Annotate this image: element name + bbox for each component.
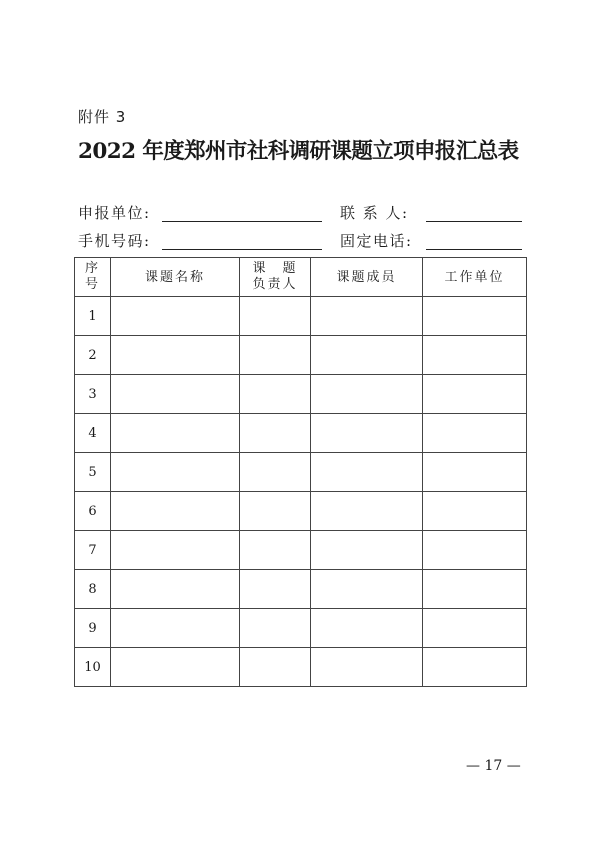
row-seq-cell: 10 <box>75 648 111 687</box>
row-members-cell[interactable] <box>311 336 423 375</box>
table-row <box>75 609 527 648</box>
row-seq-cell: 6 <box>75 492 111 531</box>
table-row <box>75 414 527 453</box>
mobile-label: 手机号码: <box>78 232 151 250</box>
phone-label: 固定电话: <box>340 232 413 250</box>
row-topic-name-cell[interactable] <box>111 648 240 687</box>
row-members-cell[interactable] <box>311 609 423 648</box>
table-row <box>75 336 527 375</box>
row-leader-cell[interactable] <box>240 648 311 687</box>
row-members-cell[interactable] <box>311 453 423 492</box>
row-work-unit-cell[interactable] <box>423 648 527 687</box>
row-topic-name-cell[interactable] <box>111 570 240 609</box>
table-row <box>75 492 527 531</box>
row-work-unit-cell[interactable] <box>423 570 527 609</box>
row-topic-name-cell[interactable] <box>111 531 240 570</box>
form-row-mobile-phone <box>78 230 524 252</box>
row-seq-cell: 4 <box>75 414 111 453</box>
row-topic-name-cell[interactable] <box>111 336 240 375</box>
row-members-cell[interactable] <box>311 414 423 453</box>
row-leader-cell[interactable] <box>240 414 311 453</box>
row-topic-name-cell[interactable] <box>111 375 240 414</box>
row-work-unit-cell[interactable] <box>423 297 527 336</box>
row-work-unit-cell[interactable] <box>423 609 527 648</box>
row-leader-cell[interactable] <box>240 570 311 609</box>
row-seq-cell: 1 <box>75 297 111 336</box>
row-work-unit-cell[interactable] <box>423 492 527 531</box>
table-row <box>75 297 527 336</box>
table-row <box>75 570 527 609</box>
row-seq-cell: 9 <box>75 609 111 648</box>
row-work-unit-cell[interactable] <box>423 453 527 492</box>
row-members-cell[interactable] <box>311 648 423 687</box>
table-row <box>75 531 527 570</box>
row-leader-cell[interactable] <box>240 375 311 414</box>
row-topic-name-cell[interactable] <box>111 414 240 453</box>
row-topic-name-cell[interactable] <box>111 297 240 336</box>
row-seq-cell: 5 <box>75 453 111 492</box>
row-work-unit-cell[interactable] <box>423 531 527 570</box>
row-topic-name-cell[interactable] <box>111 492 240 531</box>
phone-field-line[interactable] <box>426 249 522 250</box>
attachment-label: 附件 3 <box>78 108 127 126</box>
row-members-cell[interactable] <box>311 570 423 609</box>
unit-label: 申报单位: <box>78 204 151 222</box>
row-seq-cell: 2 <box>75 336 111 375</box>
row-seq-cell: 7 <box>75 531 111 570</box>
table-row <box>75 375 527 414</box>
row-topic-name-cell[interactable] <box>111 609 240 648</box>
header-members: 课题成员 <box>311 258 423 297</box>
row-work-unit-cell[interactable] <box>423 375 527 414</box>
row-members-cell[interactable] <box>311 492 423 531</box>
row-members-cell[interactable] <box>311 375 423 414</box>
row-leader-cell[interactable] <box>240 609 311 648</box>
header-leader: 课 题 负责人 <box>240 258 311 297</box>
row-leader-cell[interactable] <box>240 492 311 531</box>
header-work-unit: 工作单位 <box>423 258 527 297</box>
row-leader-cell[interactable] <box>240 297 311 336</box>
row-seq-cell: 3 <box>75 375 111 414</box>
summary-table <box>74 257 527 687</box>
mobile-field-line[interactable] <box>162 249 322 250</box>
unit-field-line[interactable] <box>162 221 322 222</box>
table-row <box>75 648 527 687</box>
contact-label: 联 系 人: <box>340 204 409 222</box>
row-leader-cell[interactable] <box>240 453 311 492</box>
row-members-cell[interactable] <box>311 297 423 336</box>
header-seq: 序 号 <box>75 258 111 297</box>
table-header-row <box>75 258 527 297</box>
contact-field-line[interactable] <box>426 221 522 222</box>
row-leader-cell[interactable] <box>240 336 311 375</box>
row-seq-cell: 8 <box>75 570 111 609</box>
row-topic-name-cell[interactable] <box>111 453 240 492</box>
document-title: 2022 年度郑州市社科调研课题立项申报汇总表 <box>78 139 519 164</box>
form-row-unit-contact <box>78 202 524 224</box>
row-leader-cell[interactable] <box>240 531 311 570</box>
row-members-cell[interactable] <box>311 531 423 570</box>
row-work-unit-cell[interactable] <box>423 336 527 375</box>
page-number: — 17 — <box>466 758 521 774</box>
row-work-unit-cell[interactable] <box>423 414 527 453</box>
header-topic-name: 课题名称 <box>111 258 240 297</box>
table-row <box>75 453 527 492</box>
